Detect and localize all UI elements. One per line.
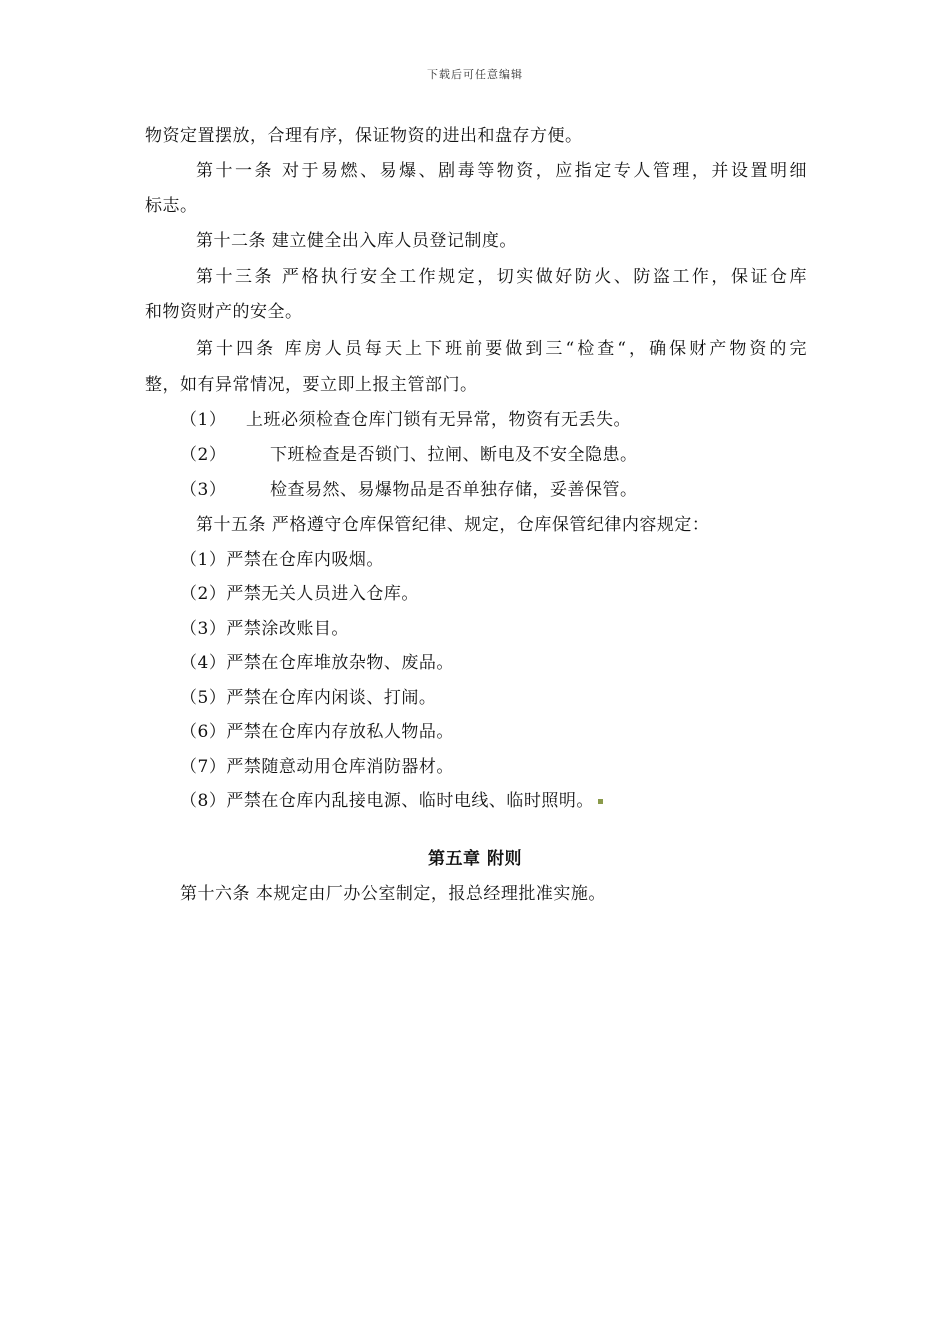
article-14-line: 第十四条 库房人员每天上下班前要做到三“检查“，确保财产物资的完 xyxy=(196,339,807,359)
check-number: （2） xyxy=(180,445,227,465)
check-text: 检查易然、易爆物品是否单独存储，妥善保管。 xyxy=(270,480,638,500)
article-13-continuation: 和物资财产的安全。 xyxy=(145,302,303,322)
check-item-2 xyxy=(180,443,638,467)
article-14-continuation: 整，如有异常情况，要立即上报主管部门。 xyxy=(145,375,478,395)
rule-item: （4）严禁在仓库堆放杂物、废品。 xyxy=(180,653,454,673)
rule-item-last xyxy=(180,789,603,813)
check-item-3 xyxy=(180,478,638,502)
rule-item: （1）严禁在仓库内吸烟。 xyxy=(180,550,384,570)
check-item-1 xyxy=(180,408,631,432)
article-13-line: 第十三条 严格执行安全工作规定，切实做好防火、防盗工作，保证仓库 xyxy=(196,267,807,287)
rule-text: （8）严禁在仓库内乱接电源、临时电线、临时照明。 xyxy=(180,791,594,811)
chapter-heading: 第五章 附则 xyxy=(428,849,522,869)
check-number: （3） xyxy=(180,480,227,500)
page-header: 下载后可任意编辑 xyxy=(427,68,523,81)
rule-item: （7）严禁随意动用仓库消防器材。 xyxy=(180,757,454,777)
paragraph-line: 物资定置摆放，合理有序，保证物资的进出和盘存方便。 xyxy=(145,126,583,146)
article-15: 第十五条 严格遵守仓库保管纪律、规定，仓库保管纪律内容规定： xyxy=(196,515,710,535)
check-number: （1） xyxy=(180,410,227,430)
article-11-continuation: 标志。 xyxy=(145,196,198,216)
anchor-mark-icon xyxy=(598,799,603,804)
rule-item: （6）严禁在仓库内存放私人物品。 xyxy=(180,722,454,742)
article-16: 第十六条 本规定由厂办公室制定，报总经理批准实施。 xyxy=(180,884,606,904)
check-text: 上班必须检查仓库门锁有无异常，物资有无丢失。 xyxy=(246,410,631,430)
check-text: 下班检查是否锁门、拉闸、断电及不安全隐患。 xyxy=(270,445,638,465)
article-11-line: 第十一条 对于易燃、易爆、剧毒等物资，应指定专人管理，并设置明细 xyxy=(196,161,807,181)
article-12: 第十二条 建立健全出入库人员登记制度。 xyxy=(196,231,517,251)
rule-item: （5）严禁在仓库内闲谈、打闹。 xyxy=(180,688,437,708)
rule-item: （3）严禁涂改账目。 xyxy=(180,619,349,639)
rule-item: （2）严禁无关人员进入仓库。 xyxy=(180,584,419,604)
